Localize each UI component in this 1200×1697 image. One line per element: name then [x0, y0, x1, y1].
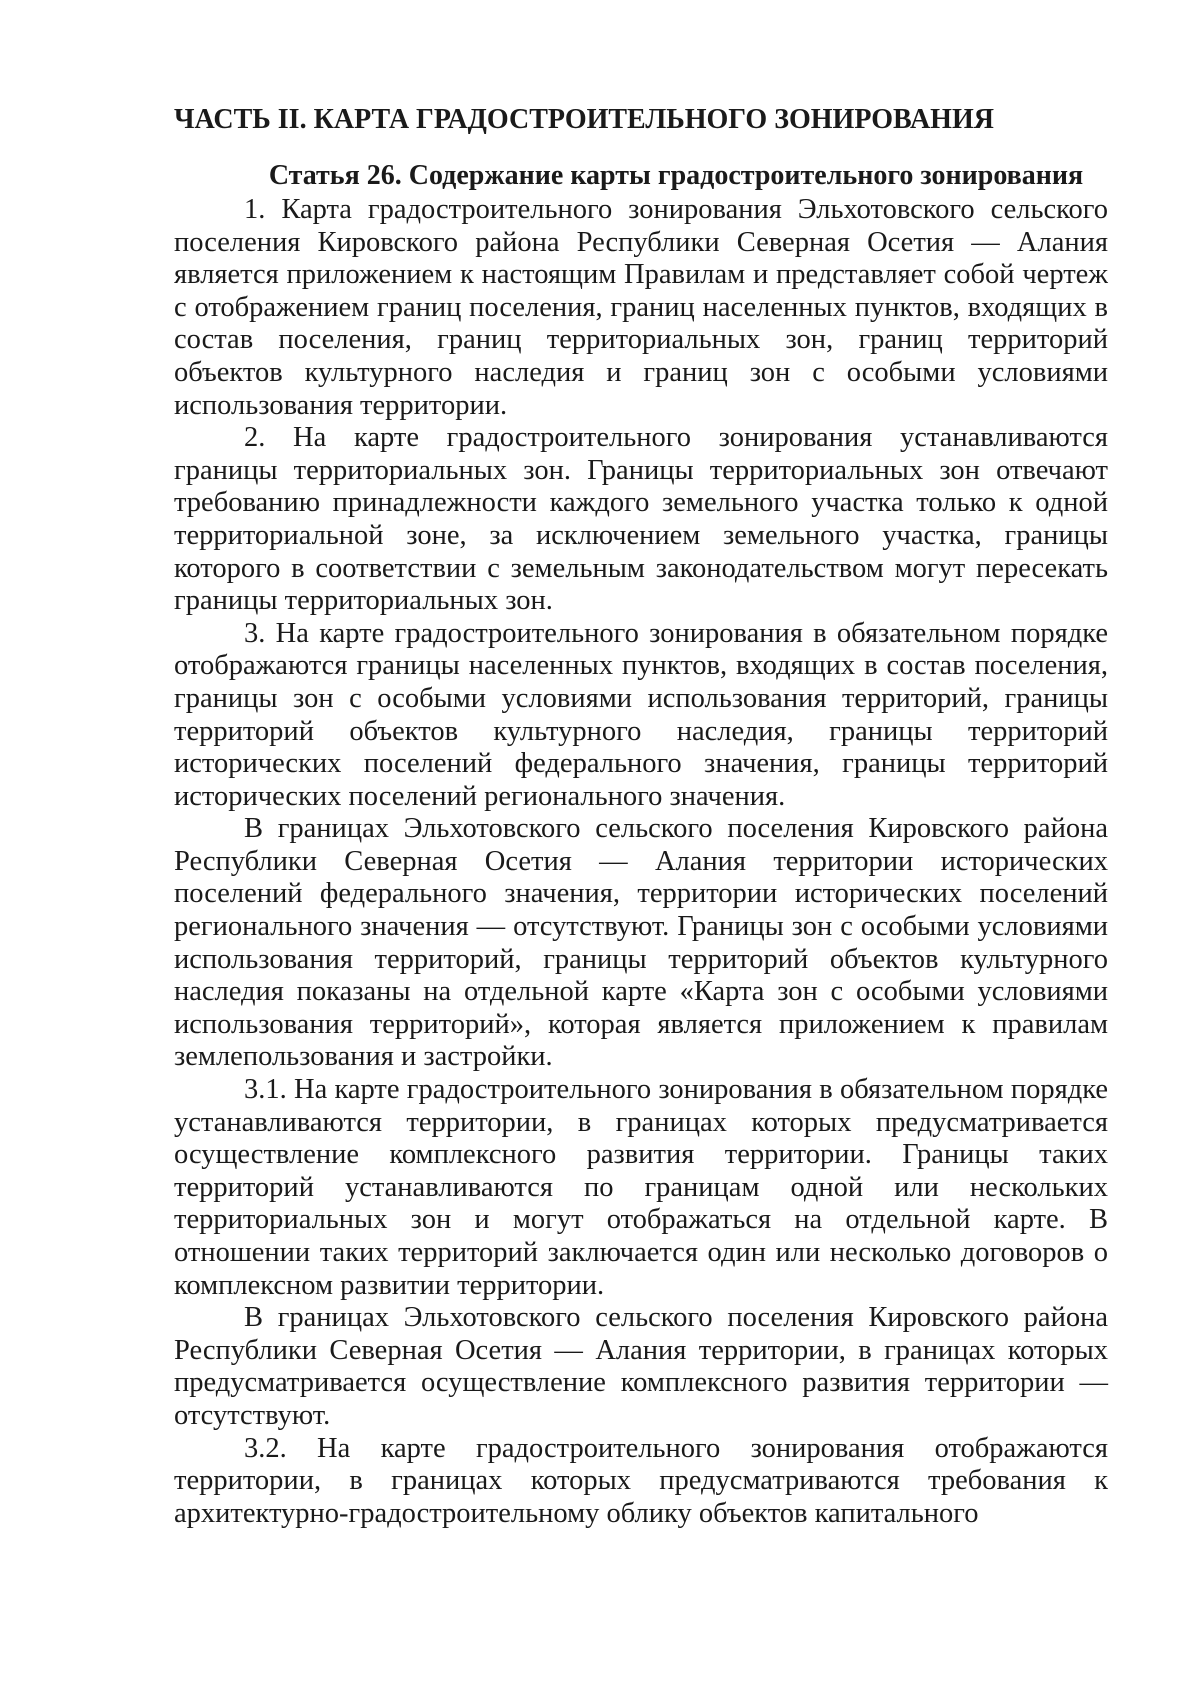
document-page	[174, 104, 1108, 1530]
part-title: ЧАСТЬ II. КАРТА ГРАДОСТРОИТЕЛЬНОГО ЗОНИРОВАНИЯ	[174, 104, 994, 135]
paragraph-3-1: 3.1. На карте градостроительного зонирования в обязательном порядке устанавливаются территории, в границах которых предусматривается осуществление комплексного развития территории. Границы таких территорий устанавливаются по границам одной или нескольких территориальных зон и могут отображаться на отдельной карте. В отношении таких территорий заключается один или несколько договоров о комплексном развитии территории.	[174, 1074, 1108, 1301]
paragraph-1: 1. Карта градостроительного зонирования Эльхотовского сельского поселения Кировского района Республики Северная Осетия — Алания является приложением к настоящим Правилам и представляет собой чертеж с отображением границ поселения, границ населенных пунктов, входящих в состав поселения, границ территориальных зон, границ территорий объектов культурного наследия и границ зон с особыми условиями использования территории.	[174, 194, 1108, 421]
paragraph-3-2: 3.2. На карте градостроительного зонирования отображаются территории, в границах которых предусматриваются требования к архитектурно-градостроительному облику объектов капитального	[174, 1432, 1108, 1529]
paragraph-3-1-note: В границах Эльхотовского сельского поселения Кировского района Республики Северная Осетия — Алания территории, в границах которых предусматривается осуществление комплексного развития территории — отсутствуют.	[174, 1302, 1108, 1431]
article-title: Статья 26. Содержание карты градостроительного зонирования	[268, 160, 1084, 191]
paragraph-3-note: В границах Эльхотовского сельского поселения Кировского района Республики Северная Осетия — Алания территории исторических поселений федерального значения, территории исторических поселений регионального значения — отсутствуют. Границы зон с особыми условиями использования территорий, границы территорий объектов культурного наследия показаны на отдельной карте «Карта зон с особыми условиями использования территорий», которая является приложением к правилам землепользования и застройки.	[174, 813, 1108, 1073]
paragraph-2: 2. На карте градостроительного зонирования устанавливаются границы территориальных зон. Границы территориальных зон отвечают требованию принадлежности каждого земельного участка только к одной территориальной зоне, за исключением земельного участка, границы которого в соответствии с земельным законодательством могут пересекать границы территориальных зон.	[174, 422, 1108, 617]
paragraph-3: 3. На карте градостроительного зонирования в обязательном порядке отображаются границы населенных пунктов, входящих в состав поселения, границы зон с особыми условиями использования территорий, границы территорий объектов культурного наследия, границы территорий исторических поселений федерального значения, границы территорий исторических поселений регионального значения.	[174, 617, 1108, 812]
